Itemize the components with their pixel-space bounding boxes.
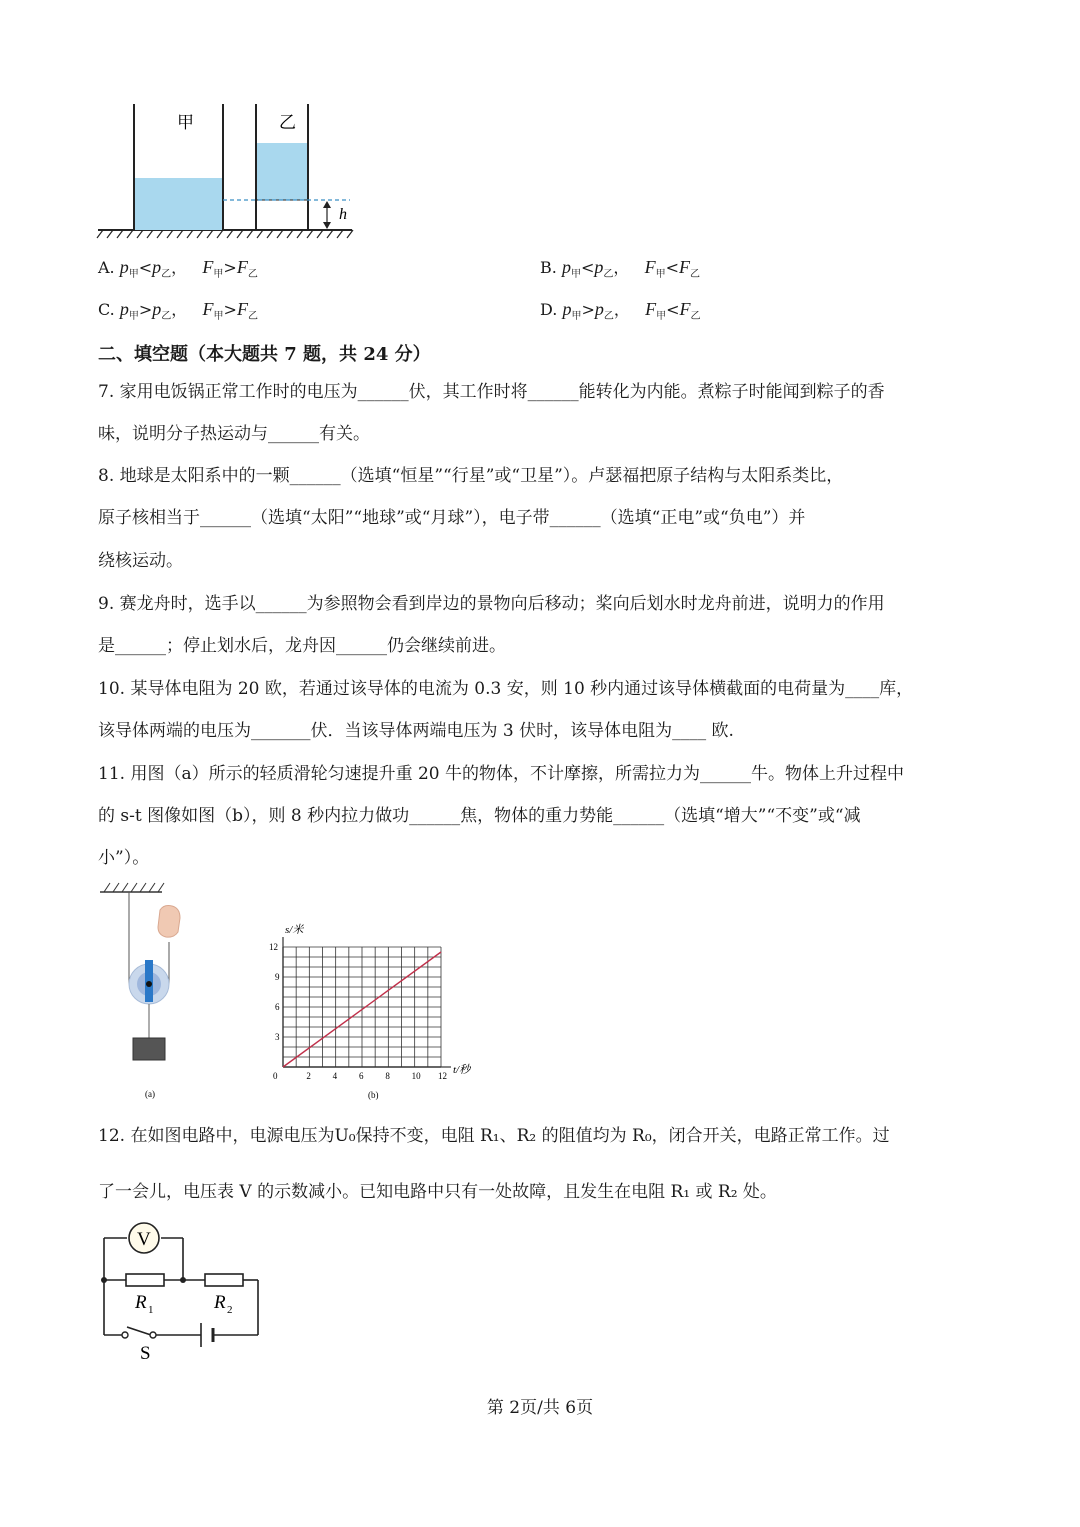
r2-sub: 2 (227, 1304, 233, 1316)
r2-label: R (214, 1292, 226, 1313)
q8-line-1: 8. 地球是太阳系中的一颗______（选填“恒星”“行星”或“卫星”）。卢瑟福把原子结构与太阳系类比， (98, 466, 844, 486)
q7-line-2: 味，说明分子热运动与______有关。 (98, 424, 370, 444)
q7-line-1: 7. 家用电饭锅正常工作时的电压为______伏，其工作时将______能转化为内能。煮粽子时能闻到粽子的香 (98, 382, 885, 402)
y-tick-label: 9 (275, 972, 280, 982)
q8-line-3: 绕核运动。 (98, 551, 183, 571)
chart-xlabel: t/秒 (453, 1064, 471, 1076)
option-d: D. $p_甲>p_乙$， $F_甲<F_乙$ (540, 299, 701, 323)
q10-line-1: 10. 某导体电阻为 20 欧，若通过该导体的电流为 0.3 安，则 10 秒内通过该导体横截面的电荷量为____库， (98, 679, 914, 699)
q9-line-1: 9. 赛龙舟时，选手以______为参照物会看到岸边的景物向后移动；桨向后划水时龙舟前进，说明力的作用 (98, 594, 885, 614)
chart-ylabel: s/米 (285, 924, 304, 936)
x-tick-label: 8 (385, 1071, 390, 1081)
y-tick-label: 12 (269, 942, 278, 952)
label-jia: 甲 (177, 113, 194, 132)
x-tick-label: 0 (273, 1071, 278, 1081)
q9-line-2: 是______；停止划水后，龙舟因______仍会继续前进。 (98, 636, 506, 656)
x-tick-label: 12 (438, 1071, 447, 1081)
q11-line-2: 的 s-t 图像如图（b），则 8 秒内拉力做功______焦，物体的重力势能______（选填“增大”“不变”或“减 (98, 806, 861, 826)
q11-line-1: 11. 用图（a）所示的轻质滑轮匀速提升重 20 牛的物体，不计摩擦，所需拉力为______牛。物体上升过程中 (98, 764, 905, 784)
st-chart (265, 920, 480, 1105)
q10-line-2: 该导体两端的电压为_______伏．当该导体两端电压为 3 伏时，该导体电阻为____ 欧. (98, 721, 734, 741)
x-tick-label: 2 (306, 1071, 311, 1081)
option-b: B. $p_甲<p_乙$， $F_甲<F_乙$ (540, 257, 701, 281)
q8-line-2: 原子核相当于______（选填“太阳”“地球”或“月球”），电子带______（选填“正电”或“负电”）并 (98, 508, 806, 528)
circuit-figure (95, 1218, 270, 1363)
voltmeter-label: V (137, 1229, 151, 1250)
option-a: A. $p_甲<p_乙$， $F_甲>F_乙$ (98, 257, 258, 281)
switch-label: S (140, 1343, 151, 1363)
x-tick-label: 10 (411, 1071, 421, 1081)
x-tick-label: 4 (332, 1071, 338, 1081)
y-tick-label: 6 (275, 1002, 280, 1012)
x-tick-label: 6 (359, 1071, 364, 1081)
q11-line-3: 小”）。 (98, 848, 150, 868)
option-c: C. $p_甲>p_乙$， $F_甲>F_乙$ (98, 299, 258, 323)
label-h: h (339, 206, 347, 223)
figure-b-caption: (b) (368, 1090, 379, 1100)
containers-figure (95, 98, 360, 243)
pulley-figure (96, 880, 186, 1105)
r1-label: R (135, 1292, 147, 1313)
label-yi: 乙 (279, 113, 296, 132)
q12-line-1: 12. 在如图电路中，电源电压为U₀保持不变，电阻 R₁、R₂ 的阻值均为 R₀，闭合开关，电路正常工作。过 (98, 1126, 890, 1146)
figure-a-caption: (a) (145, 1089, 155, 1099)
section-heading: 二、填空题（本大题共 7 题，共 24 分） (98, 344, 431, 365)
page-footer: 第 2页/共 6页 (486, 1398, 594, 1418)
y-tick-label: 3 (275, 1032, 280, 1042)
q12-line-2: 了一会儿，电压表 V 的示数减小。已知电路中只有一处故障，且发生在电阻 R₁ 或 R₂ 处。 (98, 1182, 777, 1202)
r1-sub: 1 (148, 1304, 154, 1316)
